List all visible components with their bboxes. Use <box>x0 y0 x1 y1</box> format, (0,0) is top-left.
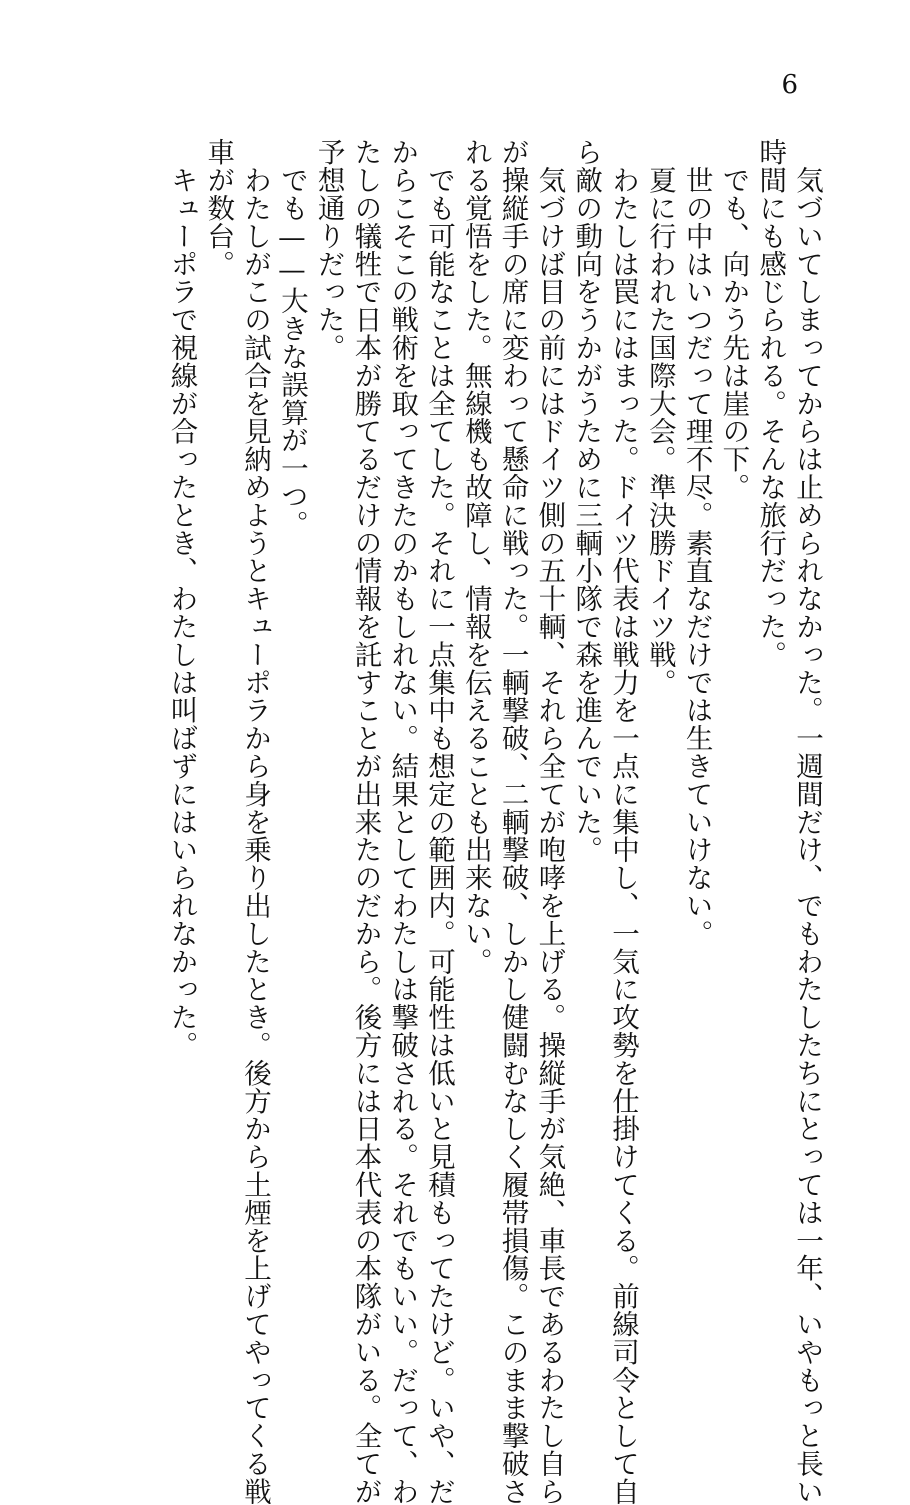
text-line: れる覚悟をした。無線機も故障し、情報を伝えることも出来ない。 <box>459 138 492 975</box>
text-line: キューポラで視線が合ったとき、わたしは叫ばずにはいられなかった。 <box>165 138 198 1059</box>
text-line: が操縦手の席に変わって懸命に戦った。一輌撃破、二輌撃破、しかし健闘むなしく履帯損傷。このまま撃破さ <box>496 138 529 1505</box>
text-line: ら敵の動向をうかがうために三輌小隊で森を進んでいた。 <box>570 138 603 864</box>
text-line: 車が数台。 <box>202 138 235 278</box>
vertical-text-body <box>163 138 825 1505</box>
text-line: 気づいてしまってからは止められなかった。一週間だけ、でもわたしたちにとっては一年、いやもっと長い <box>791 138 823 1505</box>
text-line: からこそこの戦術を取ってきたのかもしれない。結果としてわたしは撃破される。それでもいい。だって、わ <box>386 138 419 1505</box>
text-line: 夏に行われた国際大会。準決勝ドイツ戦。 <box>643 138 676 696</box>
text-line: わたしは罠にはまった。ドイツ代表は戦力を一点に集中し、一気に攻勢を仕掛けてくる。前線司令として自 <box>607 138 640 1505</box>
text-line: わたしがこの試合を見納めようとキューポラから身を乗り出したとき。後方から土煙を上げてやってくる戦 <box>239 138 272 1505</box>
page-number: 6 <box>781 70 798 100</box>
text-line: 予想通りだった。 <box>312 138 345 362</box>
text-line: でも、向かう先は崖の下。 <box>717 138 750 501</box>
text-line: でも可能なことは全てした。それに一点集中も想定の範囲内。可能性は低いと見積もってたけど。いや、だ <box>423 138 456 1505</box>
text-line: たしの犠牲で日本が勝てるだけの情報を託すことが出来たのだから。後方には日本代表の本隊がいる。全てが <box>349 138 382 1505</box>
text-line: でも——大きな誤算が一つ。 <box>275 138 308 538</box>
text-line: 気づけば目の前にはドイツ側の五十輌、それら全てが咆哮を上げる。操縦手が気絶、車長であるわたし自ら <box>533 138 566 1505</box>
text-line: 世の中はいつだって理不尽。素直なだけでは生きていけない。 <box>680 138 713 948</box>
text-line: 時間にも感じられる。そんな旅行だった。 <box>754 138 787 669</box>
